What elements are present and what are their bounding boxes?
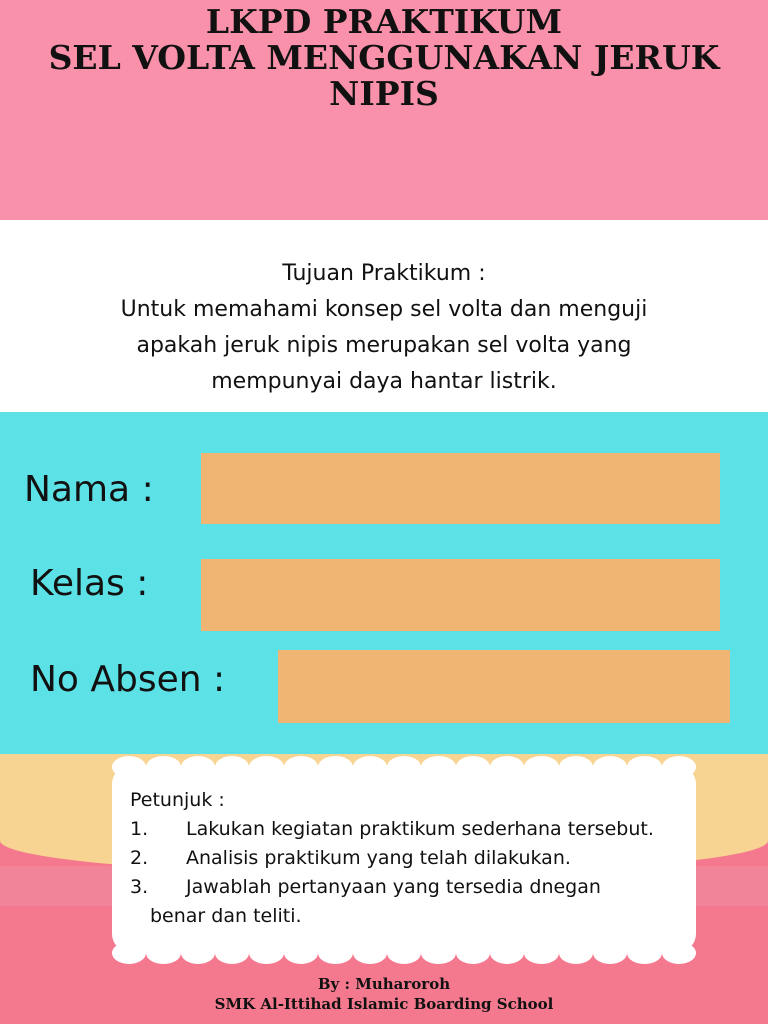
title-line-2: SEL VOLTA MENGGUNAKAN JERUK — [48, 38, 720, 77]
list-item — [130, 815, 690, 844]
header-banner — [0, 0, 768, 220]
instructions-list — [130, 786, 690, 931]
title-line-1: LKPD PRAKTIKUM — [205, 2, 563, 41]
class-label: Kelas : — [30, 563, 149, 604]
goal-text — [40, 256, 728, 400]
card-scallop-bottom — [112, 942, 696, 964]
attendance-number-field[interactable] — [278, 650, 730, 723]
goal-heading: Tujuan Praktikum : — [282, 261, 486, 286]
list-item — [130, 873, 690, 902]
goal-section — [0, 220, 768, 412]
item-text: Jawablah pertanyaan yang tersedia dnegan — [186, 876, 601, 898]
school-name: SMK Al-Ittihad Islamic Boarding School — [214, 995, 554, 1013]
item-number: 3. — [130, 876, 149, 898]
item-number: 2. — [130, 847, 149, 869]
list-item — [130, 844, 690, 873]
item-number: 1. — [130, 818, 149, 840]
credit-block — [0, 974, 768, 1014]
item-text: Lakukan kegiatan praktikum sederhana tersebut. — [186, 818, 654, 840]
item-text: Analisis praktikum yang telah dilakukan. — [186, 847, 571, 869]
author-credit: By : Muharoroh — [317, 975, 451, 993]
name-label: Nama : — [24, 469, 154, 510]
goal-line-3: mempunyai daya hantar listrik. — [211, 369, 557, 394]
goal-line-2: apakah jeruk nipis merupakan sel volta yang — [136, 333, 632, 358]
page-title — [0, 4, 768, 112]
name-field[interactable] — [201, 453, 720, 524]
item-continuation: benar dan teliti. — [150, 905, 302, 927]
title-line-3: NIPIS — [329, 74, 439, 113]
class-field[interactable] — [201, 559, 720, 631]
goal-line-1: Untuk memahami konsep sel volta dan menguji — [120, 297, 648, 322]
student-info-form — [0, 412, 768, 754]
instructions-heading: Petunjuk : — [130, 789, 225, 811]
attendance-number-label: No Absen : — [30, 659, 226, 700]
